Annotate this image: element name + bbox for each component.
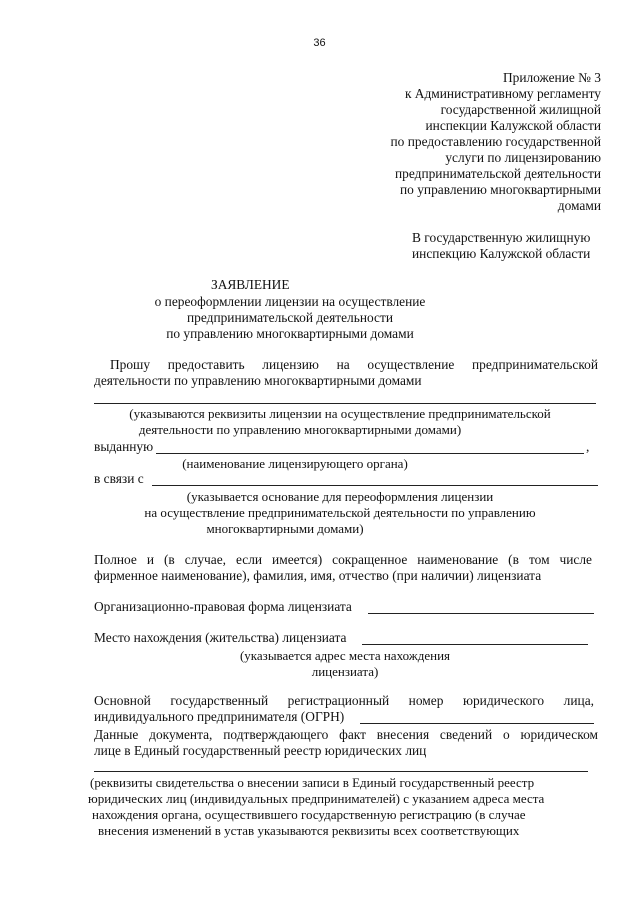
appendix-line: по управлению многоквартирными — [400, 182, 601, 197]
hint-text: (реквизиты свидетельства о внесении записи в Единый государственный реестр — [90, 775, 535, 790]
appendix-line: к Административному регламенту — [404, 86, 601, 101]
location-label: Место нахождения (жительства) лицензиата — [94, 630, 347, 645]
ogrn-field[interactable] — [360, 723, 594, 724]
registry-doc-label: Данные документа, подтверждающего факт внесения сведений о юридическом — [94, 727, 598, 742]
appendix-line: Приложение № 3 — [502, 70, 601, 85]
legal-form-field[interactable] — [368, 613, 594, 614]
appendix-line: домами — [557, 198, 601, 213]
document-title: ЗАЯВЛЕНИЕ — [211, 277, 290, 292]
hint-text: (указывается основание для переоформления лицензии — [186, 489, 494, 504]
title-line: предпринимательской деятельности — [187, 310, 393, 325]
addressee-line: В государственную жилищную — [412, 230, 591, 245]
title-line: по управлению многоквартирными домами — [166, 326, 414, 341]
reason-label: в связи с — [94, 471, 144, 486]
hint-text: деятельности по управлению многоквартирными домами) — [138, 422, 462, 437]
hint-text: юридических лиц (индивидуальных предпринимателей) с указанием адреса места — [88, 791, 545, 806]
title-line: о переоформлении лицензии на осуществление — [154, 294, 426, 309]
appendix-line: по предоставлению государственной — [390, 134, 601, 149]
issued-by-field[interactable] — [156, 453, 584, 454]
ogrn-label: индивидуального предпринимателя (ОГРН) — [94, 709, 345, 724]
request-line: деятельности по управлению многоквартирными домами — [94, 373, 422, 388]
ogrn-label: Основной государственный регистрационный номер юридического лица, — [94, 693, 594, 708]
hint-text: на осуществление предпринимательской деятельности по управлению — [144, 505, 536, 520]
location-field[interactable] — [362, 644, 588, 645]
request-line: Прошу предоставить лицензию на осуществление предпринимательской — [110, 357, 598, 372]
legal-form-label: Организационно-правовая форма лицензиата — [94, 599, 352, 614]
issued-label: выданную — [94, 439, 154, 454]
hint-text: (наименование лицензирующего органа) — [182, 456, 408, 471]
hint-text: (указываются реквизиты лицензии на осуществление предпринимательской — [129, 406, 551, 421]
page-number: 36 — [313, 37, 326, 49]
appendix-line: инспекции Калужской области — [425, 118, 601, 133]
appendix-line: государственной жилищной — [440, 102, 601, 117]
reason-field[interactable] — [152, 485, 598, 486]
hint-text: лицензиата) — [311, 664, 379, 679]
hint-text: многоквартирными домами) — [206, 521, 364, 536]
full-name-label: фирменное наименование), фамилия, имя, отчество (при наличии) лицензиата — [94, 568, 542, 583]
appendix-line: услуги по лицензированию — [445, 150, 601, 165]
hint-text: внесения изменений в устав указываются реквизиты всех соответствующих — [98, 823, 520, 838]
appendix-line: предпринимательской деятельности — [395, 166, 601, 181]
issued-comma: , — [586, 439, 590, 454]
addressee-line: инспекцию Калужской области — [412, 246, 591, 261]
hint-text: нахождения органа, осуществившего государственную регистрацию (в случае — [92, 807, 526, 822]
license-details-field[interactable] — [94, 403, 596, 404]
full-name-label: Полное и (в случае, если имеется) сокращенное наименование (в том числе — [94, 552, 592, 567]
hint-text: (указывается адрес места нахождения — [239, 648, 451, 663]
registry-doc-field[interactable] — [94, 771, 588, 772]
registry-doc-label: лице в Единый государственный реестр юридических лиц — [94, 743, 427, 758]
